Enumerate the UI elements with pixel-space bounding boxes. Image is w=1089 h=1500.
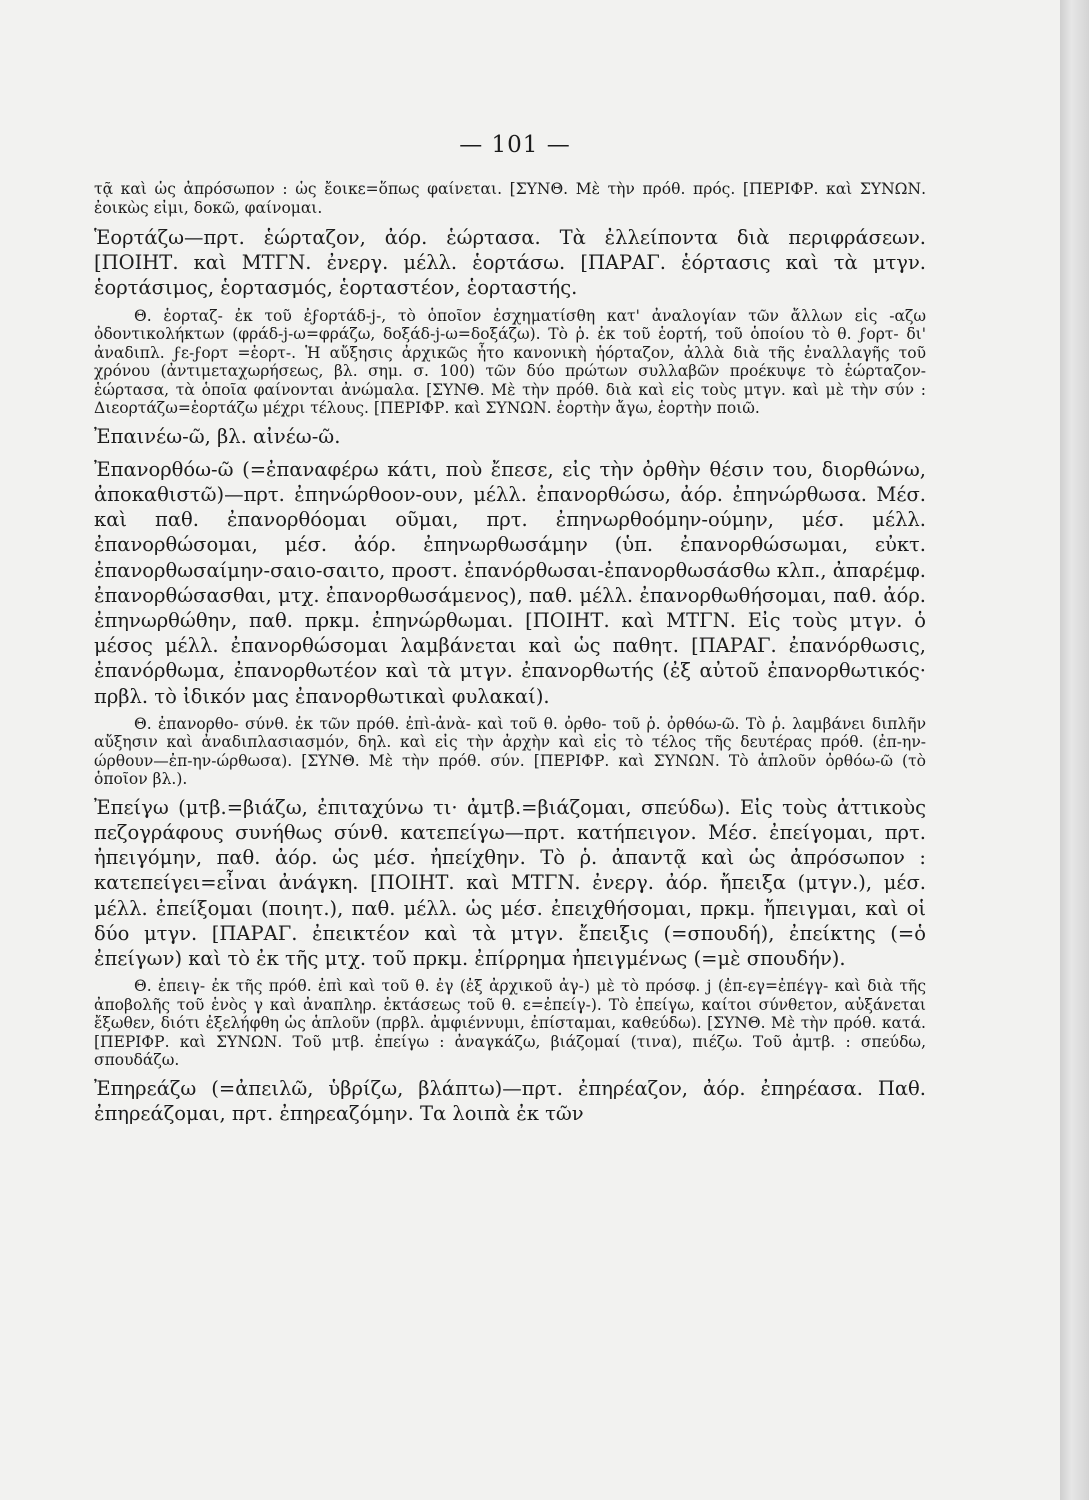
dictionary-entry: Ἐπανορθόω-ῶ (=ἐπαναφέρω κάτι, ποὺ ἔπεσε, εἰς τὴν ὀρθὴν θέσιν του, διορθώνω, ἀποκαθιστῶ)—πρτ. ἐπηνώρθοον-ουν, μέλλ. ἐπανορθώσω, ἀόρ. ἐπηνώρθωσα. Μέσ. καὶ παθ. ἐπανορθόομαι οῦμαι, πρτ. ἐπηνωρθοόμην-ούμην, μέσ. μέλλ. ἐπανορθώσομαι, μέσ. ἀόρ. ἐπηνωρθωσάμην (ὑπ. ἐπανορθώσωμαι, εὐκτ. ἐπανορθωσαίμην-σαιο-σαιτο, προστ. ἐπανόρθωσαι-ἐπανορθωσάσθω κλπ., ἀπαρέμφ. ἐπανορθώσασθαι, μτχ. ἐπανορθωσάμενος), παθ. μέλλ. ἐπανορθωθήσομαι, παθ. ἀόρ. ἐπηνωρθώθην, παθ. πρκμ. ἐπηνώρθωμαι. [ΠΟΙΗΤ. καὶ ΜΤΓΝ. Εἰς τοὺς μτγν. ὁ μέσος μέλλ. ἐπανορθώσομαι λαμβάνεται καὶ ὡς παθητ. [ΠΑΡΑΓ. ἐπανόρθωσις, ἐπανόρθωμα, ἐπανορθωτέον καὶ τὰ μτγν. ἐπανορθωτής (ἐξ αὐτοῦ ἐπανορθωτικός· πρβλ. τὸ ἰδικόν μας ἐπανορθωτικαὶ φυλακαί). — [94, 457, 926, 708]
page-edge — [1060, 0, 1089, 1500]
dictionary-entry: Ἐπηρεάζω (=ἀπειλῶ, ὑβρίζω, βλάπτω)—πρτ. ἐπηρέαζον, ἀόρ. ἐπηρέασα. Παθ. ἐπηρεάζομαι, πρτ. ἐπηρεαζόμην. Τα λοιπὰ ἐκ τῶν — [94, 1076, 926, 1125]
etymology-note: Θ. ἑορταζ- ἐκ τοῦ ἐϝορτάδ-j-, τὸ ὁποῖον ἐσχηματίσθη κατ' ἀναλογίαν τῶν ἄλλων εἰς -αζω ὀδοντικολήκτων (φράδ-j-ω=φράζω, δοξάδ-j-ω=δοξάζω). Τὸ ῥ. ἐκ τοῦ ἑορτή, τοῦ ὁποίου τὸ θ. ϝορτ- δι' ἀναδιπλ. ϝε-ϝορτ =ἑορτ-. Ἡ αὔξησις ἀρχικῶς ἦτο κανονικὴ ἡόρταζον, ἀλλὰ διὰ τῆς ἐναλλαγῆς τοῦ χρόνου (ἀντιμεταχωρήσεως, βλ. σημ. σ. 100) τῶν δύο πρώτων συλλαβῶν προέκυψε τὸ ἑώρταζον-ἑώρτασα, τὰ ὁποῖα φαίνονται ἀνώμαλα. [ΣΥΝΘ. Μὲ τὴν πρόθ. διὰ καὶ εἰς τοὺς μτγν. καὶ μὲ τὴν σύν : Διεορτάζω=ἑορτάζω μέχρι τέλους. [ΠΕΡΙΦΡ. καὶ ΣΥΝΩΝ. ἑορτὴν ἄγω, ἑορτὴν ποιῶ. — [94, 306, 926, 418]
dictionary-entry: Ἐπαινέω-ῶ, βλ. αἰνέω-ῶ. — [94, 424, 341, 448]
dictionary-text — [94, 180, 926, 1126]
dictionary-entry: Ἑορτάζω—πρτ. ἑώρταζον, ἀόρ. ἑώρτασα. Τὰ ἐλλείποντα διὰ περιφράσεων. [ΠΟΙΗΤ. καὶ ΜΤΓΝ. ἐνεργ. μέλλ. ἑορτάσω. [ΠΑΡΑΓ. ἑόρτασις καὶ τὰ μτγν. ἑορτάσιμος, ἑορτασμός, ἑορταστέον, ἑορταστής. — [94, 226, 926, 300]
etymology-note: Θ. ἐπανορθο- σύνθ. ἐκ τῶν πρόθ. ἐπὶ-ἀνὰ- καὶ τοῦ θ. ὀρθο- τοῦ ῥ. ὀρθόω-ῶ. Τὸ ῥ. λαμβάνει διπλῆν αὔξησιν καὶ ἀναδιπλασιασμόν, δηλ. καὶ εἰς τὴν ἀρχὴν καὶ εἰς τὸ τέλος τῆς δευτέρας πρόθ. (ἐπ-ην-ώρθουν—ἐπ-ην-ώρθωσα). [ΣΥΝΘ. Μὲ τὴν πρόθ. σύν. [ΠΕΡΙΦΡ. καὶ ΣΥΝΩΝ. Τὸ ἁπλοῦν ὀρθόω-ῶ (τὸ ὁποῖον βλ.). — [94, 714, 926, 789]
etymology-note: Θ. ἐπειγ- ἐκ τῆς πρόθ. ἐπὶ καὶ τοῦ θ. ἐγ (ἐξ ἀρχικοῦ ἀγ-) μὲ τὸ πρόσφ. j (ἐπ-εγ=ἐπέγγ- καὶ διὰ τῆς ἀποβολῆς τοῦ ἑνὸς γ καὶ ἀναπληρ. ἐκτάσεως τοῦ θ. ε=ἐπείγ-). Τὸ ἐπείγω, καίτοι σύνθετον, αὐξάνεται ἔξωθεν, διότι ἐξελήφθη ὡς ἁπλοῦν (πρβλ. ἀμφιέννυμι, ἐπίσταμαι, καθεύδω). [ΣΥΝΘ. Μὲ τὴν πρόθ. κατά. [ΠΕΡΙΦΡ. καὶ ΣΥΝΩΝ. Τοῦ μτβ. ἐπείγω : ἀναγκάζω, βιάζομαί (τινα), πιέζω. Τοῦ ἀμτβ. : σπεύδω, σπουδάζω. — [94, 977, 926, 1070]
page-number: — 101 — — [459, 132, 571, 158]
dictionary-entry: Ἐπείγω (μτβ.=βιάζω, ἐπιταχύνω τι· ἀμτβ.=βιάζομαι, σπεύδω). Εἰς τοὺς ἀττικοὺς πεζογράφους συνήθως σύνθ. κατεπείγω—πρτ. κατήπειγον. Μέσ. ἐπείγομαι, πρτ. ἠπειγόμην, παθ. ἀόρ. ὡς μέσ. ἠπείχθην. Τὸ ῥ. ἀπαντᾷ καὶ ὡς ἀπρόσωπον : κατεπείγει=εἶναι ἀνάγκη. [ΠΟΙΗΤ. καὶ ΜΤΓΝ. ἐνεργ. ἀόρ. ἤπειξα (μτγν.), μέσ. μέλλ. ἐπείξομαι (ποιητ.), παθ. μέλλ. ὡς μέσ. ἐπειχθήσομαι, πρκμ. ἤπειγμαι, καὶ οἱ δύο μτγν. [ΠΑΡΑΓ. ἐπεικτέον καὶ τὰ μτγν. ἔπειξις (=σπουδή), ἐπείκτης (=ὁ ἐπείγων) καὶ τὸ ἐκ τῆς μτχ. τοῦ πρκμ. ἐπίρρημα ἠπειγμένως (=μὲ σπουδήν). — [94, 795, 926, 971]
etymology-note: τᾷ καὶ ὡς ἀπρόσωπον : ὡς ἔοικε=ὅπως φαίνεται. [ΣΥΝΘ. Μὲ τὴν πρόθ. πρός. [ΠΕΡΙΦΡ. καὶ ΣΥΝΩΝ. ἐοικὼς εἰμι, δοκῶ, φαίνομαι. — [94, 180, 926, 217]
